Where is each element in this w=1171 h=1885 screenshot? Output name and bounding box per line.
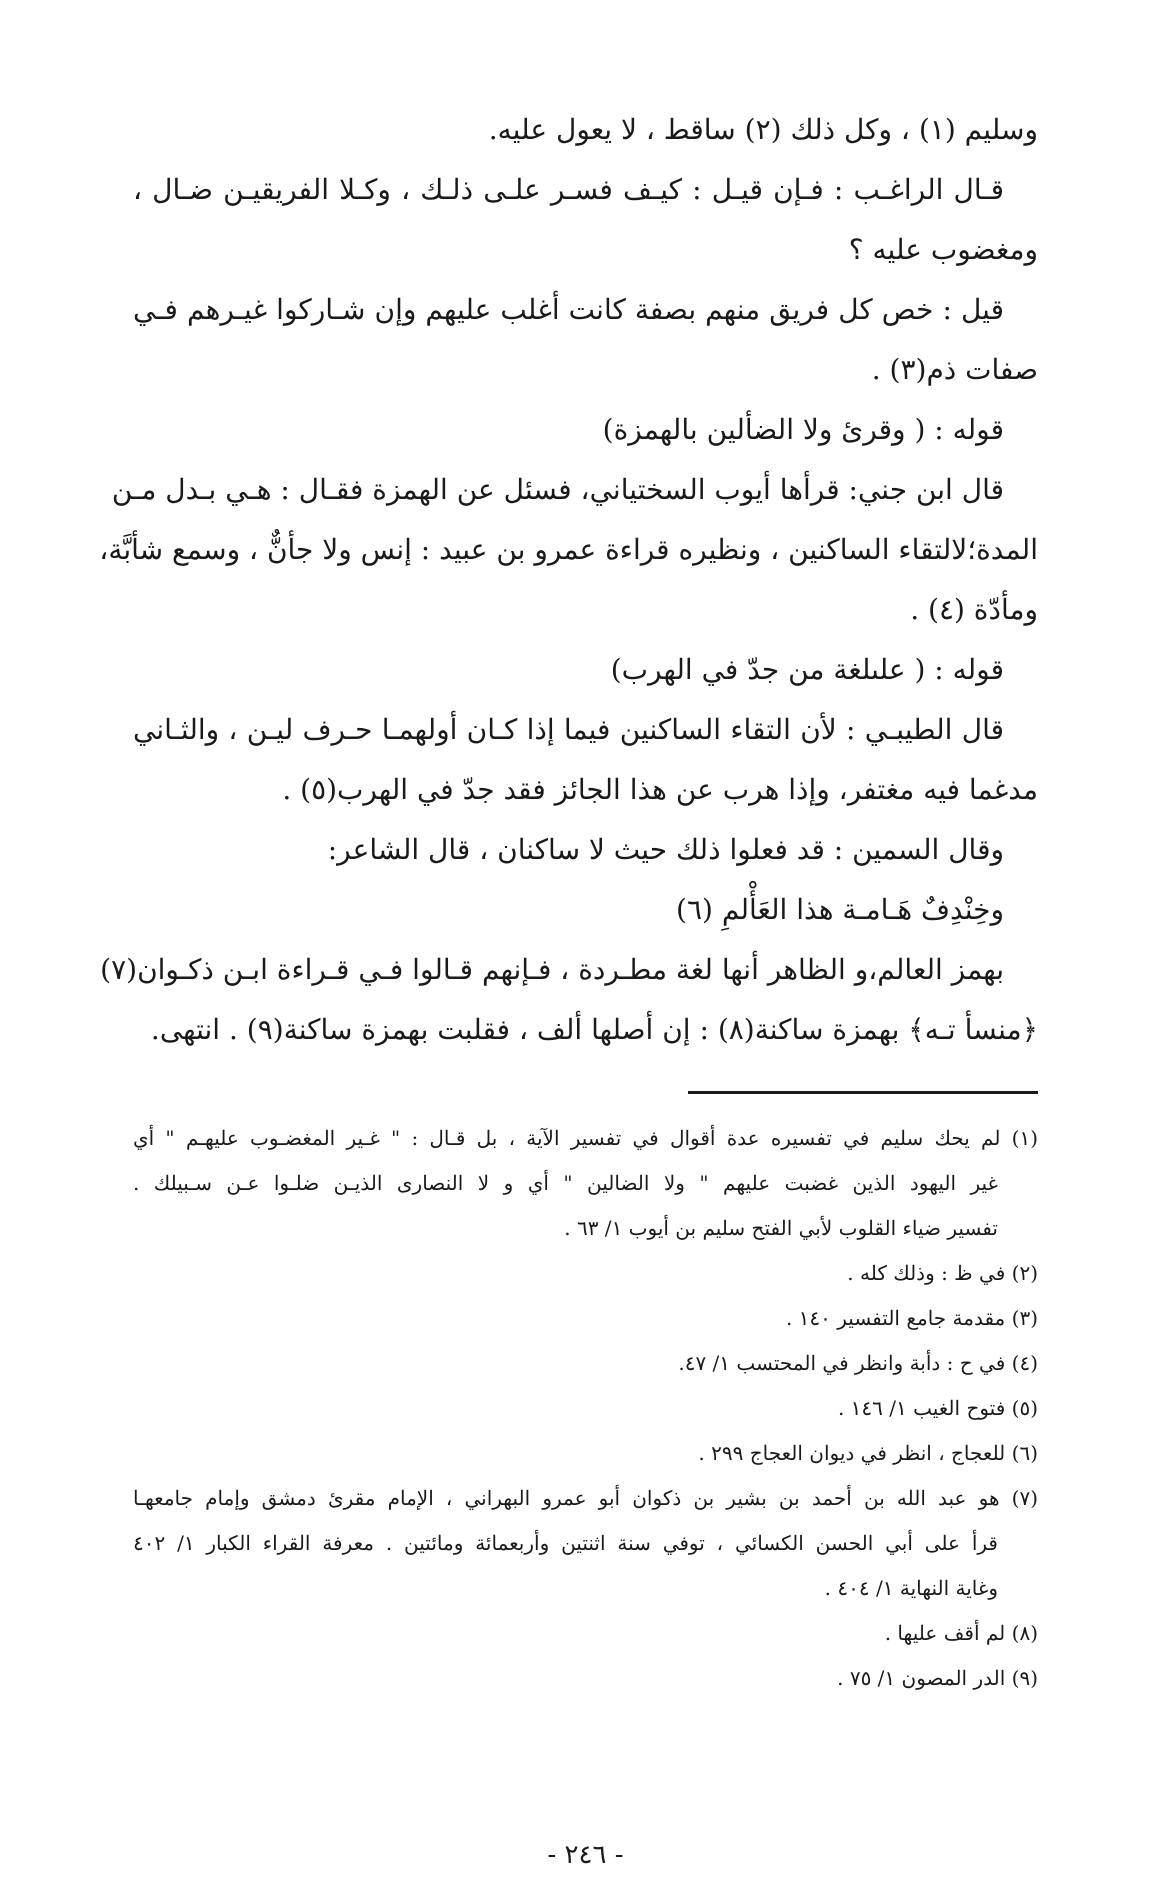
footnote-line: (٢) في ظ : وذلك كله .: [847, 1261, 1038, 1285]
main-text: [99, 100, 1038, 1060]
footnote-line: (٩) الدر المصون ١/ ٧٥ .: [837, 1666, 1038, 1690]
body-line: وقال السمين : قد فعلوا ذلك حيث لا ساكنان ، قال الشاعر:: [327, 833, 1004, 866]
body-line: وسليم (١) ، وكل ذلك (٢) ساقط ، لا يعول عليه.: [488, 113, 1038, 146]
footnote-line: (٨) لم أقف عليها .: [884, 1621, 1038, 1645]
body-line: قال ابن جني: قرأها أيوب السختياني، فسئل عن الهمزة فقـال : هـي بـدل مـن: [111, 473, 1004, 506]
body-line: قوله : ( وقرئ ولا الضألين بالهمزة): [602, 413, 1004, 446]
footnote-separator: [688, 1091, 1038, 1094]
body-line: بهمز العالم،و الظاهر أنها لغة مطـردة ، فـإنهم قـالوا فـي قـراءة ابـن ذكـوان(٧): [100, 953, 1004, 986]
footnote-line: (٣) مقدمة جامع التفسير ١٤٠ .: [785, 1306, 1038, 1330]
body-line: صفات ذم(٣) .: [871, 353, 1038, 386]
body-line: قيل : خص كل فريق منهم بصفة كانت أغلب عليهم وإن شـاركوا غيـرهم فـي: [133, 293, 1004, 326]
body-line: قال الطيبـي : لأن التقاء الساكنين فيما إذا كـان أولهمـا حـرف ليـن ، والثـاني: [133, 713, 1004, 746]
footnote-line: (٦) للعجاج ، انظر في ديوان العجاج ٢٩٩ .: [698, 1441, 1038, 1465]
verse-line: وخِنْدِفٌ هَـامـة هذا العَأْلمِ (٦): [676, 893, 1004, 926]
body-line: قوله : ( علىلغة من جدّ في الهرب): [610, 653, 1004, 686]
page-number: - ٢٤٦ -: [547, 1840, 624, 1870]
footnote-line: غير اليهود الذين غضبت عليهم " ولا الضالين " أي و لا النصارى الذيـن ضلـوا عـن سـبيلك .: [133, 1171, 998, 1195]
footnote-line: تفسير ضياء القلوب لأبي الفتح سليم بن أيوب ١/ ٦٣ .: [564, 1216, 998, 1240]
body-line: قـال الراغـب : فـإن قيـل : كيـف فسـر علـى ذلـك ، وكـلا الفريقيـن ضـال ،: [133, 173, 1004, 206]
body-line: مدغما فيه مغتفر، وإذا هرب عن هذا الجائز فقد جدّ في الهرب(٥) .: [282, 773, 1038, 806]
body-line: ومأدّة (٤) .: [910, 593, 1038, 626]
body-line: ومغضوب عليه ؟: [848, 233, 1038, 266]
footnote-line: (١) لم يحك سليم في تفسيره عدة أقوال في تفسير الآية ، بل قـال : " غـير المغضـوب عليهـم " أي: [133, 1126, 1038, 1150]
body-line: المدة؛لالتقاء الساكنين ، ونظيره قراءة عمرو بن عبيد : إنس ولا جأنٌّ ، وسمع شأبَّة،: [99, 533, 1038, 566]
footnote-line: (٥) فتوح الغيب ١/ ١٤٦ .: [837, 1396, 1038, 1420]
footnote-line: وغاية النهاية ١/ ٤٠٤ .: [824, 1576, 998, 1600]
footnote-line: قرأ على أبي الحسن الكسائي ، توفي سنة اثنتين وأربعمائة ومائتين . معرفة القراء الكبار ١/ ٤٠٢: [133, 1531, 998, 1555]
footnotes: [133, 1116, 1038, 1701]
footnote-line: (٧) هو عبد الله بن أحمد بن بشير بن ذكوان أبو عمرو البهراني ، الإمام مقرئ دمشق وإمام جامعهـا: [133, 1486, 1038, 1510]
body-line: ﴿منسأ تـه﴾ بهمزة ساكنة(٨) : إن أصلها ألف ، فقلبت بهمزة ساكنة(٩) . انتهى.: [150, 1013, 1038, 1046]
footnote-line: (٤) في ح : دأبة وانظر في المحتسب ١/ ٤٧.: [678, 1351, 1038, 1375]
